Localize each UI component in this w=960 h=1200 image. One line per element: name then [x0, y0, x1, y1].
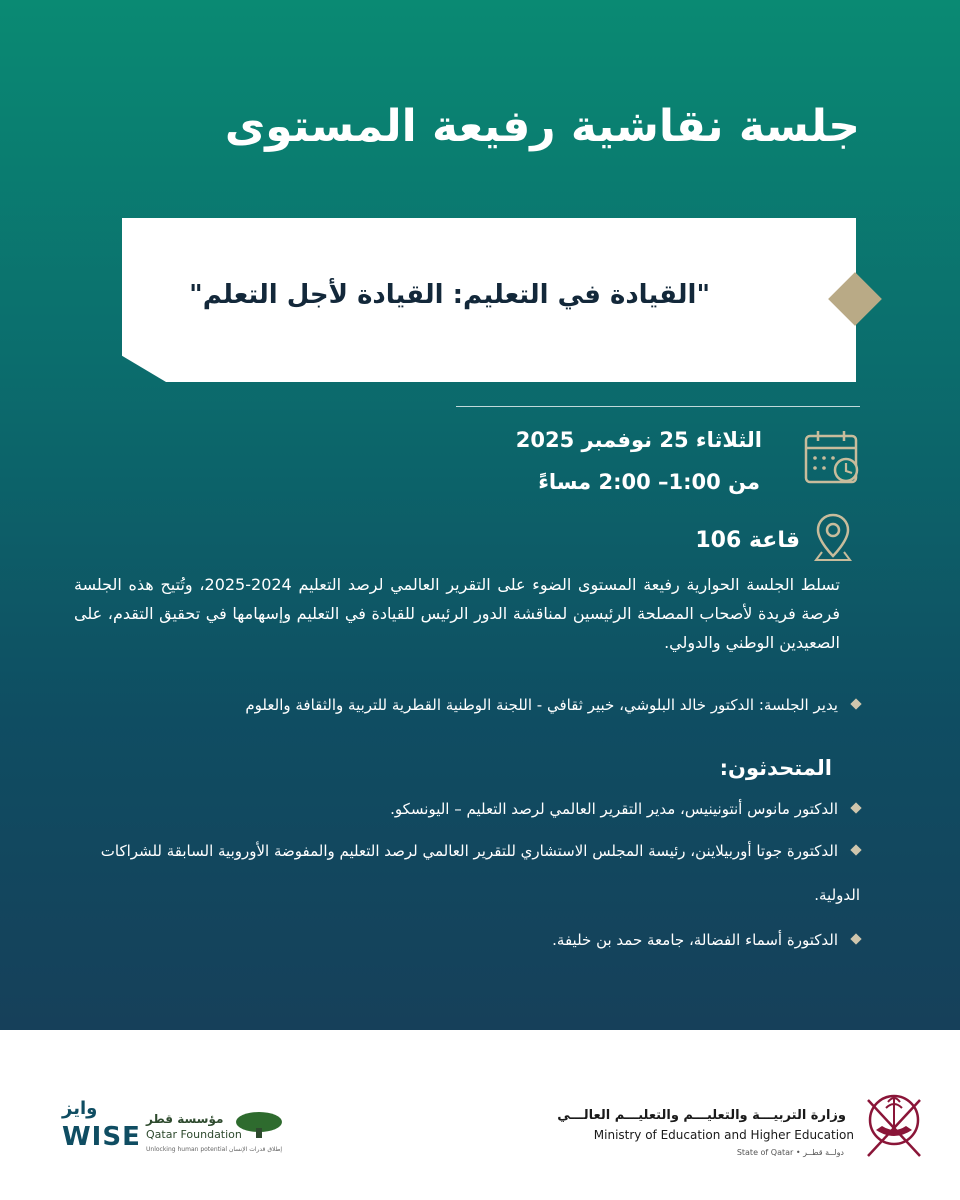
- session-description: تسلط الجلسة الحوارية رفيعة المستوى الضوء على التقرير العالمي لرصد التعليم 2024-2025، وتُتيح هذه الجلسة فرصة فريدة لأصحاب المصلحة الرئيسين لمناقشة الدور الرئيس للقيادة في التعليم وإسهامها في تحقيق التقدم، على الصعيدين الوطني والدولي.: [74, 575, 840, 652]
- list-item: الدكتور مانوس أنتونينيس، مدير التقرير العالمي لرصد التعليم – اليونسكو.: [100, 796, 860, 822]
- speakers-heading: المتحدثون:: [719, 756, 832, 780]
- ministry-name-ar: وزارة التربيـــة والتعليـــم والتعليـــم العالـــي: [557, 1108, 846, 1123]
- wise-logo-ar: وايز: [62, 1098, 98, 1119]
- speakers-list: [100, 796, 860, 969]
- moderator-line: [100, 692, 860, 718]
- qatar-foundation-name-ar: مؤسسة قطر: [146, 1112, 224, 1126]
- bullet-icon: [850, 802, 861, 813]
- qatar-emblem-icon: [858, 1086, 930, 1162]
- location-pin-icon: [814, 512, 852, 562]
- state-of-qatar: State of Qatar • دولــة قطــر: [736, 1148, 844, 1157]
- bullet-icon: [850, 933, 861, 944]
- event-room: قاعة 106: [695, 528, 800, 553]
- event-time: من 1:00– 2:00 مساءً: [538, 470, 760, 494]
- ministry-name-en: Ministry of Education and Higher Education: [593, 1128, 854, 1142]
- divider: [456, 406, 860, 407]
- poster-title: جلسة نقاشية رفيعة المستوى: [224, 101, 860, 152]
- calendar-icon: [802, 428, 862, 488]
- moderator-text: يدير الجلسة: الدكتور خالد البلوشي، خبير ثقافي - اللجنة الوطنية القطرية للتربية والثقافة والعلوم: [245, 696, 838, 714]
- qatar-foundation-tagline: Unlocking human potential إطلاق قدرات الإنسان: [146, 1146, 283, 1153]
- wise-logo-en: WISE: [62, 1122, 141, 1152]
- qatar-foundation-name-en: Qatar Foundation: [146, 1128, 242, 1141]
- bullet-icon: [850, 844, 861, 855]
- session-title: "القيادة في التعليم: القيادة لأجل التعلم": [189, 280, 710, 310]
- list-item: الدكتورة جوتا أوربيلاينن، رئيسة المجلس الاستشاري للتقرير العالمي لرصد التعليم والمفوضة الأوروبية السابقة للشراكات الدولية.: [100, 842, 860, 904]
- bullet-icon: [850, 698, 861, 709]
- event-date: الثلاثاء 25 نوفمبر 2025: [515, 428, 762, 452]
- list-item: الدكتورة أسماء الفضالة، جامعة حمد بن خليفة.: [100, 927, 860, 953]
